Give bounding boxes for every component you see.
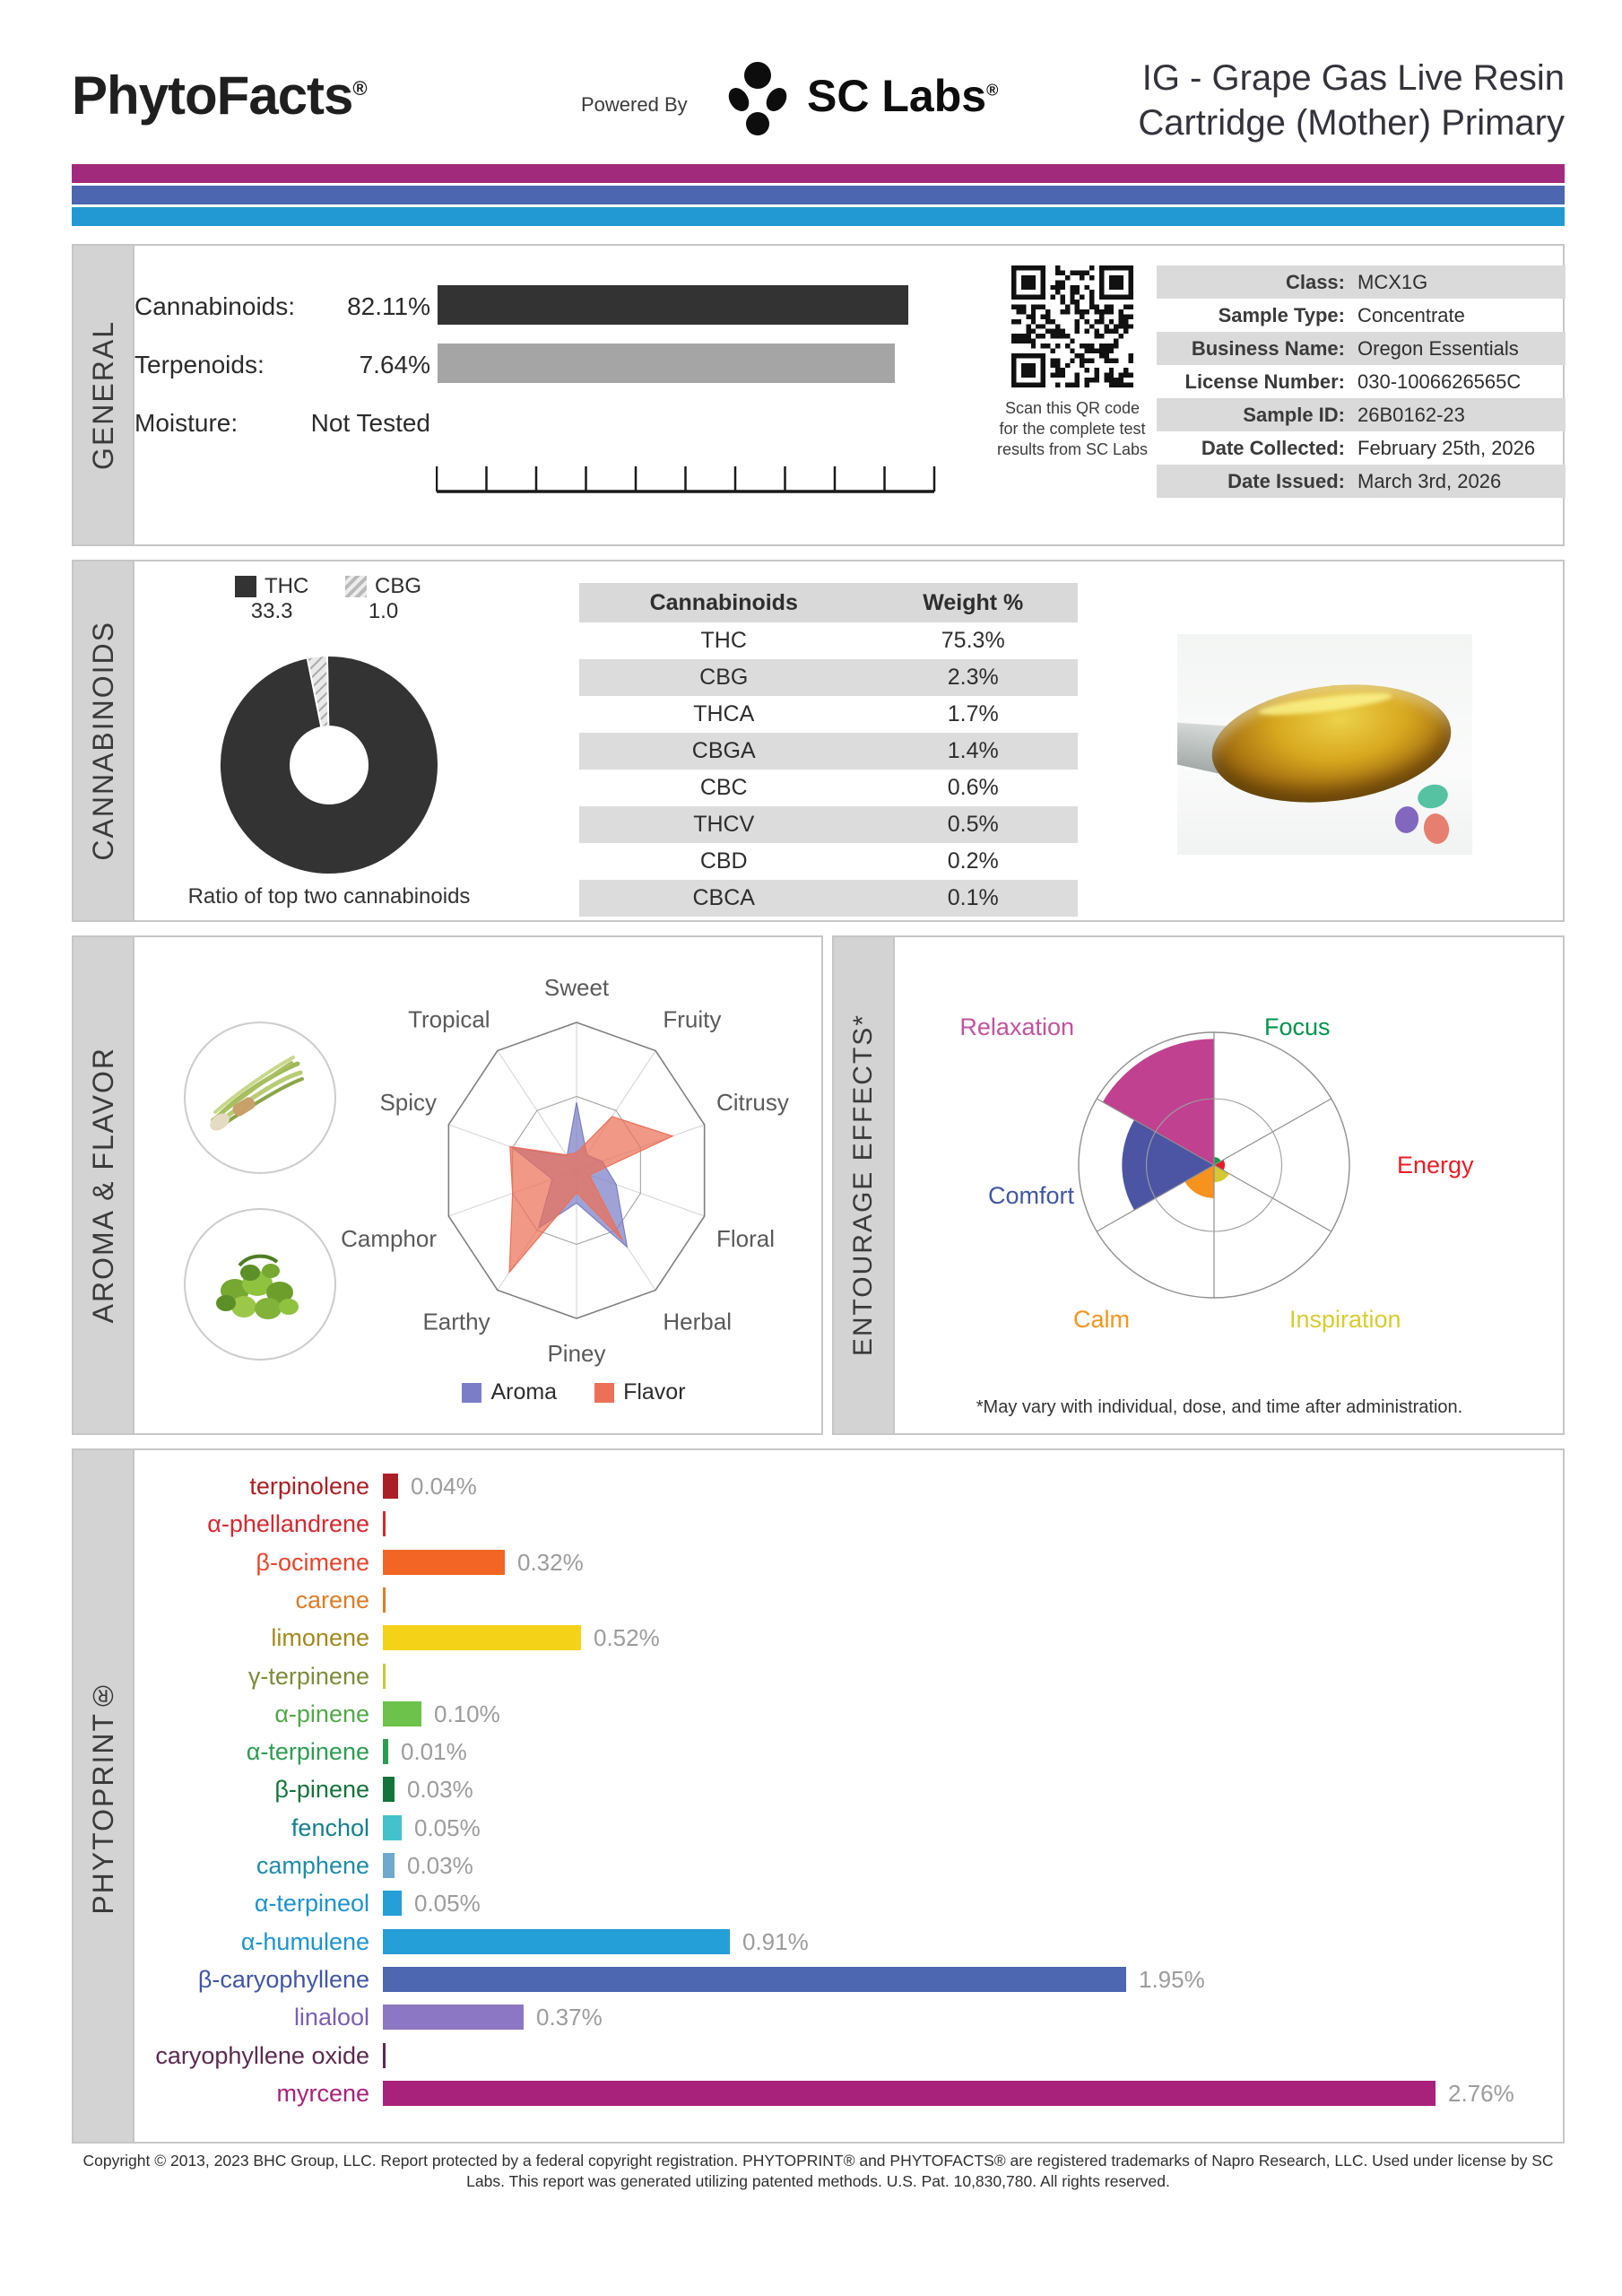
- cannabinoid-ratio-donut-chart: [217, 649, 441, 881]
- info-label: Date Collected:: [1201, 436, 1345, 459]
- terpene-bar: [383, 1929, 730, 1954]
- info-label: Class:: [1285, 270, 1345, 293]
- svg-text:Earthy: Earthy: [422, 1308, 490, 1335]
- thc-ratio-value: 33.3: [250, 599, 293, 623]
- terpene-value: 0.01%: [401, 1738, 467, 1766]
- teal-dot-icon: [1415, 781, 1451, 812]
- terpene-bar: [383, 1587, 386, 1613]
- effect-label-comfort: Comfort: [987, 1182, 1074, 1209]
- terpene-bar: [383, 1815, 402, 1840]
- qr-caption-line: results from SC Labs: [996, 440, 1149, 458]
- info-value: 030-1006626565C: [1357, 370, 1522, 393]
- donut-legend-cbg: [345, 574, 421, 624]
- terpene-value: 2.76%: [1448, 2079, 1514, 2107]
- donut-caption: Ratio of top two cannabinoids: [187, 884, 471, 909]
- section-phytoprint-label: PHYTOPRINT®: [86, 1677, 119, 1915]
- radar-legend-aroma: [462, 1379, 557, 1405]
- brand-stripe-blue: [72, 186, 1565, 204]
- terpene-name: α-terpinene: [246, 1738, 369, 1766]
- copyright-footer: Copyright © 2013, 2023 BHC Group, LLC. Report protected by a federal copyright registration. PHYTOPRINT® and PHYTOFACTS® are registered trademarks of Napro Research, LLC. Used under license by SC Labs. This report was generated utilizing patented methods. U.S. Pat. 10,830,780. All rights reserved.: [82, 2152, 1554, 2190]
- purple-dot-icon: [1392, 804, 1421, 836]
- svg-text:Sweet: Sweet: [543, 974, 610, 1001]
- terpene-bar: [383, 1550, 505, 1575]
- flavor-legend-label: Flavor: [623, 1379, 686, 1405]
- cannabinoid-row: CBG 2.3%: [579, 659, 1078, 696]
- brand-stripe-lightblue: [72, 207, 1565, 226]
- info-value: MCX1G: [1357, 270, 1428, 293]
- cbg-legend-swatch: [345, 576, 367, 597]
- cannabinoids-total-row: [134, 292, 430, 321]
- terpene-row: [0, 1736, 1622, 1767]
- cannabinoid-row: CBD 0.2%: [699, 848, 999, 874]
- terpene-row: [0, 2078, 1622, 2109]
- cbg-ratio-value: 1.0: [368, 599, 399, 623]
- donut-legend-thc: [235, 574, 308, 624]
- cannabinoid-row: THCA 1.7%: [693, 701, 999, 726]
- sc-labs-wordmark: [807, 70, 998, 122]
- info-row: [1157, 431, 1566, 465]
- cannabinoid-row: CBC 0.6%: [699, 775, 999, 800]
- terpene-name: β-ocimene: [256, 1548, 369, 1576]
- svg-text:Camphor: Camphor: [341, 1225, 438, 1253]
- terpene-bar: [383, 1474, 398, 1499]
- info-value: Oregon Essentials: [1357, 336, 1519, 360]
- terpene-row: [0, 1547, 1622, 1578]
- terpene-bar: [383, 1891, 402, 1916]
- info-label: Date Issued:: [1227, 469, 1345, 492]
- terpene-bar: [383, 1625, 581, 1650]
- terpene-name: α-terpineol: [254, 1890, 369, 1918]
- info-row: [1157, 398, 1566, 431]
- terpene-value: 0.05%: [414, 1890, 481, 1918]
- terpene-value: 0.32%: [517, 1548, 584, 1576]
- terpene-row: [0, 2040, 1622, 2071]
- terpene-value: 0.03%: [407, 1852, 473, 1879]
- terpene-bar: [383, 1777, 395, 1802]
- aroma-legend-swatch: [462, 1383, 481, 1403]
- info-value: 26B0162-23: [1357, 403, 1465, 426]
- info-value: March 3rd, 2026: [1357, 469, 1502, 492]
- svg-text:Tropical: Tropical: [408, 1005, 490, 1033]
- powered-by-label: Powered By: [581, 93, 688, 116]
- sc-labs-logo-icon: [716, 56, 800, 142]
- thc-legend-label: THC: [265, 574, 309, 598]
- terpene-name: limonene: [271, 1624, 369, 1652]
- report-title: [986, 56, 1565, 145]
- svg-text:Piney: Piney: [547, 1340, 606, 1367]
- terpene-row: [0, 1813, 1622, 1843]
- lemongrass-photo: [184, 1022, 336, 1174]
- section-general-strip: [74, 246, 134, 544]
- qr-caption: [977, 398, 1167, 460]
- moisture-value: Not Tested: [310, 409, 430, 437]
- entourage-footnote: *May vary with individual, dose, and time after administration.: [976, 1397, 1463, 1417]
- moisture-label: Moisture:: [134, 409, 239, 437]
- cannabinoid-row: THCV 0.5%: [579, 806, 1078, 843]
- entourage-effects-polar-chart: [1040, 991, 1390, 1341]
- terpene-value: 0.03%: [407, 1776, 473, 1804]
- thc-legend-swatch: [235, 576, 256, 597]
- terpene-bar: [383, 1853, 395, 1878]
- terpene-bar: [383, 2043, 386, 2068]
- terpene-row: [0, 1509, 1622, 1539]
- svg-text:Herbal: Herbal: [663, 1308, 732, 1335]
- terpene-name: fenchol: [291, 1813, 369, 1841]
- terpene-name: linalool: [293, 2004, 369, 2031]
- aroma-legend-label: Aroma: [490, 1379, 558, 1405]
- sample-info-table: [1157, 265, 1566, 498]
- terpene-row: [0, 1850, 1622, 1881]
- terpene-value: 0.10%: [434, 1700, 500, 1727]
- terpene-row: [0, 1585, 1622, 1615]
- phytofacts-logo: [72, 65, 367, 126]
- terpenoids-total-row: [134, 351, 430, 379]
- terpene-name: α-pinene: [274, 1700, 369, 1727]
- terpene-value: 0.52%: [594, 1624, 660, 1652]
- report-title-line2: Cartridge (Mother) Primary: [1138, 103, 1565, 143]
- terpene-value: 0.04%: [411, 1473, 477, 1500]
- cannabinoid-row: CBCA 0.1%: [579, 880, 1078, 917]
- terpenoids-total-label: Terpenoids:: [134, 351, 265, 378]
- sc-labs-text: SC Labs: [807, 71, 987, 121]
- cannabinoid-row: CBGA 1.4%: [579, 733, 1078, 770]
- radar-legend-flavor: [594, 1379, 685, 1405]
- moisture-row: [134, 409, 430, 438]
- terpene-row: [0, 1964, 1622, 1995]
- effect-label-calm: Calm: [1072, 1306, 1130, 1333]
- svg-text:Spicy: Spicy: [379, 1088, 438, 1116]
- sc-labs-registered-mark: ®: [986, 81, 999, 100]
- info-label: Sample Type:: [1218, 303, 1345, 326]
- effect-label-focus: Focus: [1264, 1013, 1331, 1040]
- registered-mark: ®: [352, 77, 367, 100]
- svg-text:Fruity: Fruity: [663, 1005, 722, 1033]
- terpene-row: [0, 1888, 1622, 1918]
- terpene-name: β-pinene: [274, 1776, 369, 1804]
- salmon-dot-icon: [1421, 812, 1451, 846]
- terpene-bar: [383, 1511, 386, 1536]
- terpene-name: caryophyllene oxide: [155, 2041, 369, 2069]
- terpene-bar: [383, 2005, 524, 2030]
- terpene-row: [0, 1661, 1622, 1692]
- aroma-flavor-radar-chart: [327, 967, 829, 1379]
- terpene-bar: [383, 1701, 421, 1726]
- info-row: [1157, 299, 1566, 332]
- info-label: License Number:: [1184, 370, 1345, 393]
- terpene-name: α-phellandrene: [207, 1510, 369, 1538]
- terpene-bar: [383, 2081, 1436, 2106]
- qr-code-icon: [1011, 265, 1133, 387]
- radar-legend: [386, 1379, 762, 1405]
- brand-stripe-magenta: [72, 164, 1565, 183]
- effect-label-relaxation: Relaxation: [959, 1013, 1074, 1040]
- terpene-row: [0, 1622, 1622, 1653]
- report-title-line1: IG - Grape Gas Live Resin: [1141, 58, 1565, 98]
- brand-wordmark: PhytoFacts: [72, 65, 353, 126]
- info-label: Sample ID:: [1243, 403, 1345, 426]
- terpene-bar: [383, 1967, 1126, 1992]
- terpene-name: γ-terpinene: [247, 1662, 369, 1690]
- cannabinoid-table-header: Cannabinoids Weight %: [579, 583, 1078, 622]
- hops-photo: [184, 1208, 336, 1361]
- info-row: [1157, 332, 1566, 365]
- section-cannabinoids-strip: [74, 561, 134, 920]
- svg-text:Citrusy: Citrusy: [716, 1088, 789, 1116]
- flavor-legend-swatch: [594, 1383, 614, 1403]
- info-row: [1157, 265, 1566, 299]
- terpene-row: [0, 1774, 1622, 1805]
- terpene-value: 0.05%: [414, 1813, 481, 1841]
- info-label: Business Name:: [1191, 336, 1345, 360]
- section-cannabinoids-label: CANNABINOIDS: [86, 621, 119, 861]
- cannabinoid-weight-table: [579, 583, 1078, 917]
- section-entourage-label: ENTOURAGE EFFECTS*: [848, 1013, 878, 1357]
- terpene-name: terpinolene: [249, 1473, 369, 1500]
- qr-caption-line: Scan this QR code: [1004, 399, 1141, 417]
- terpene-row: [0, 1471, 1622, 1501]
- section-aroma-flavor-strip: [74, 937, 134, 1433]
- info-value: Concentrate: [1357, 303, 1465, 326]
- section-aroma-flavor-label: AROMA & FLAVOR: [86, 1047, 119, 1324]
- scale-ruler: [436, 448, 938, 499]
- terpene-value: 1.95%: [1139, 1965, 1205, 1993]
- terpene-value: 0.37%: [536, 2004, 603, 2031]
- terpene-name: carene: [295, 1586, 369, 1613]
- cannabinoids-total-value: 82.11%: [347, 292, 430, 320]
- terpene-row: [0, 2002, 1622, 2032]
- info-row: [1157, 365, 1566, 398]
- terpenoids-total-bar: [438, 344, 895, 383]
- info-row: [1157, 465, 1566, 498]
- cannabinoids-total-bar: [438, 285, 908, 325]
- effect-label-inspiration: Inspiration: [1289, 1306, 1401, 1333]
- terpene-name: camphene: [256, 1852, 369, 1879]
- info-value: February 25th, 2026: [1357, 436, 1536, 459]
- terpene-name: β-caryophyllene: [197, 1965, 369, 1993]
- terpene-name: myrcene: [276, 2079, 369, 2107]
- terpene-bar: [383, 1664, 386, 1689]
- cbg-legend-label: CBG: [375, 574, 422, 598]
- terpene-name: α-humulene: [240, 1927, 369, 1955]
- qr-caption-line: for the complete test: [999, 420, 1146, 438]
- terpene-value: 0.91%: [742, 1927, 809, 1955]
- cannabinoids-total-label: Cannabinoids:: [134, 292, 296, 320]
- terpenoids-total-value: 7.64%: [359, 351, 430, 378]
- section-general-label: GENERAL: [86, 320, 119, 470]
- terpene-row: [0, 1699, 1622, 1729]
- svg-text:Floral: Floral: [716, 1225, 775, 1253]
- product-photo: [1177, 634, 1472, 855]
- effect-label-energy: Energy: [1397, 1152, 1474, 1178]
- terpene-row: [0, 1926, 1622, 1957]
- terpene-bar: [383, 1739, 388, 1764]
- cannabinoid-row: THC 75.3%: [700, 628, 1005, 653]
